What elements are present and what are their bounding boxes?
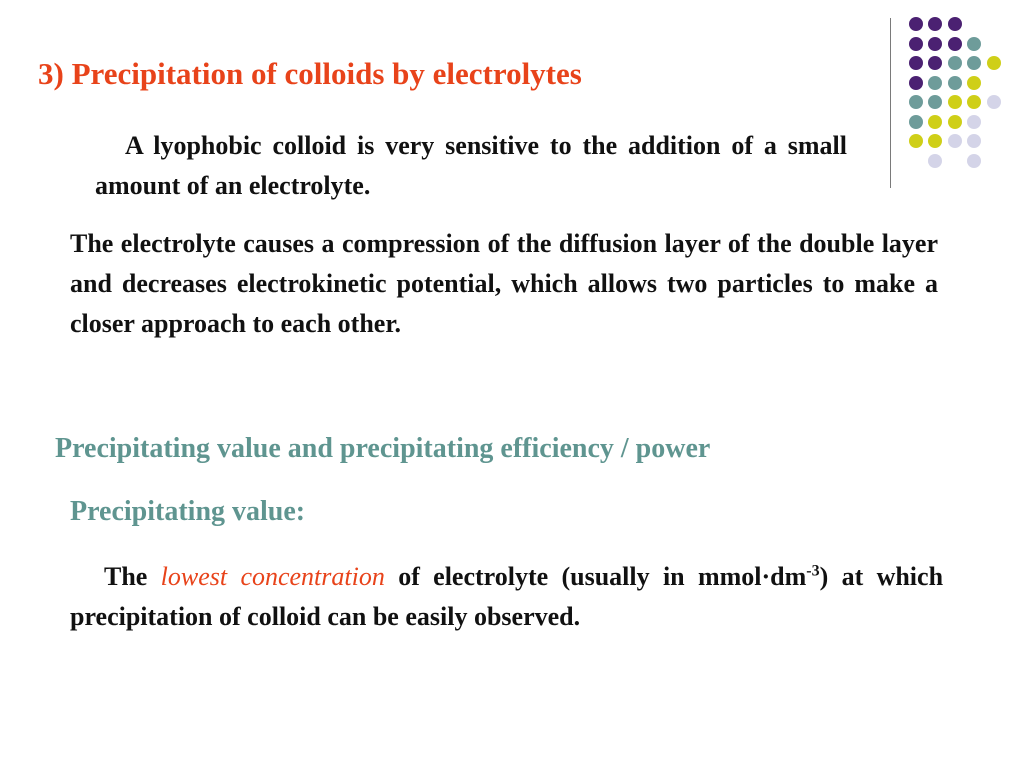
yellow-dot (967, 76, 981, 90)
teal-dot (948, 56, 962, 70)
teal-dot (948, 76, 962, 90)
yellow-dot (928, 134, 942, 148)
purple-dot (909, 17, 923, 31)
teal-dot (928, 95, 942, 109)
purple-dot (948, 17, 962, 31)
superscript-minus-three: -3 (806, 562, 820, 580)
yellow-dot (928, 115, 942, 129)
teal-dot (928, 76, 942, 90)
paragraph-definition (70, 557, 943, 637)
purple-dot (909, 76, 923, 90)
teal-dot (909, 115, 923, 129)
purple-dot (909, 56, 923, 70)
teal-dot (909, 95, 923, 109)
yellow-dot (948, 95, 962, 109)
yellow-dot (948, 115, 962, 129)
purple-dot (948, 37, 962, 51)
lavender-dot (987, 95, 1001, 109)
emphasis-lowest-concentration: lowest concentration (160, 562, 385, 591)
teal-dot (967, 37, 981, 51)
divider-line (890, 18, 891, 188)
definition-tail: ) at which precipitation of colloid can be easily observed. (70, 562, 944, 631)
lavender-dot (948, 134, 962, 148)
subheading-precipitating-efficiency: Precipitating value and precipitating efficiency / power (55, 433, 711, 464)
teal-dot (967, 56, 981, 70)
yellow-dot (909, 134, 923, 148)
paragraph-lyophobic: A lyophobic colloid is very sensitive to the addition of a small amount of an electrolyte. (95, 131, 847, 200)
subheading-precipitating-value: Precipitating value: (70, 496, 306, 527)
lavender-dot (967, 115, 981, 129)
lavender-dot (967, 134, 981, 148)
definition-unit-text: of electrolyte (usually in mmol·dm (398, 562, 807, 591)
purple-dot (928, 37, 942, 51)
lavender-dot (928, 154, 942, 168)
purple-dot (909, 37, 923, 51)
yellow-dot (987, 56, 1001, 70)
definition-lead: The (104, 562, 148, 591)
yellow-dot (967, 95, 981, 109)
purple-dot (928, 56, 942, 70)
slide-title: 3) Precipitation of colloids by electrolytes (38, 56, 582, 91)
purple-dot (928, 17, 942, 31)
paragraph-electrolyte: The electrolyte causes a compression of the diffusion layer of the double layer and decreases electrokinetic potential, which allows two particles to make a closer approach to each other. (70, 229, 938, 338)
lavender-dot (967, 154, 981, 168)
